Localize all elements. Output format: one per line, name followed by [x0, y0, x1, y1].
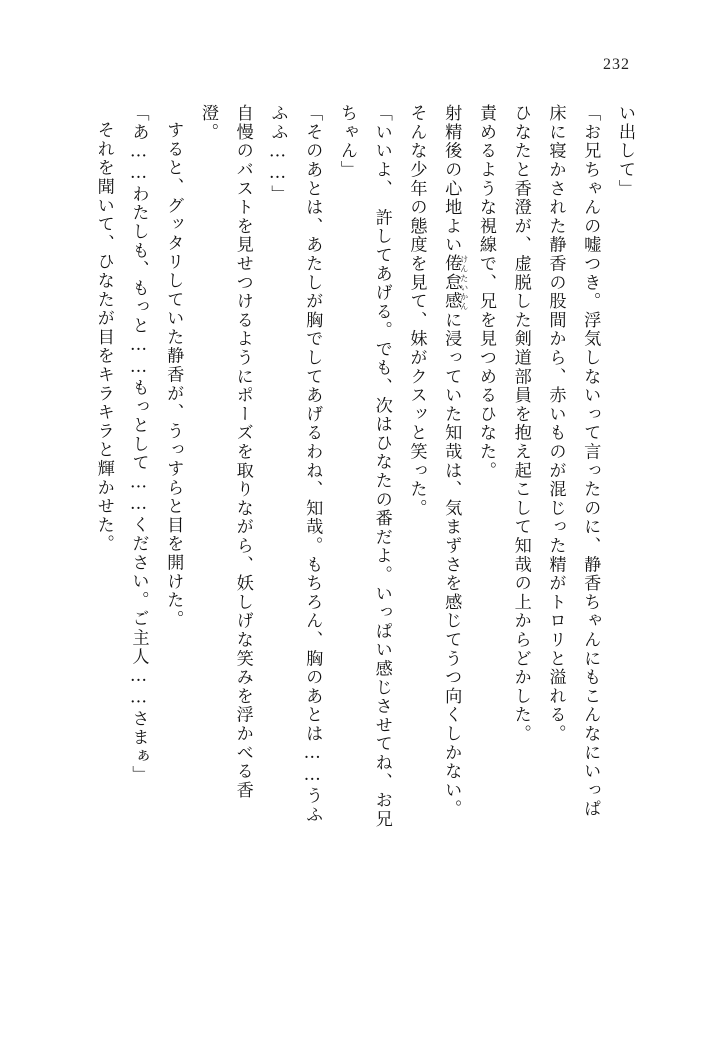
paragraph-with-ruby: 射精後の心地よい倦怠感けんたいかんに浸っていた知哉は、気まずさを感じてうつ向くしかない。 [441, 104, 469, 819]
paragraph: 責めるような視線で、兄を見つめるひなた。 [476, 104, 496, 480]
paragraph: 「お兄ちゃんの嘘つき。浮気しないって言ったのに、静香ちゃんにもこんなにいっぱ [580, 104, 601, 819]
paragraph: 「そのあとは、あたしが胸でしてあげるわね、知哉。もちろん、胸のあとは……うふ [302, 104, 323, 824]
vertical-text-body [62, 104, 642, 914]
paragraph: すると、グッタリしていた静香が、うっすらと目を開けた。 [163, 121, 184, 629]
page-number: 232 [603, 56, 630, 73]
paragraph: そんな少年の態度を見て、妹がクスッと笑った。 [406, 104, 427, 518]
paragraph: 「いいよ、 許してあげる。でも、次はひなたの番だよ。いっぱい感じさせてね、お兄 [371, 104, 392, 829]
paragraph: 澄。 [198, 104, 218, 142]
paragraph: ちゃん」 [337, 104, 357, 180]
paragraph: い出して」 [615, 104, 635, 198]
paragraph: それを聞いて、ひなたが目をキラキラと輝かせた。 [93, 121, 114, 554]
paragraph: 床に寝かされた静香の股間から、赤いものが混じった精がトロリと溢れる。 [545, 104, 566, 744]
paragraph: 「あ……わたしも、もっと……もっとして……ください。ご主人……さまぁ」 [128, 104, 149, 785]
paragraph: ひなたと香澄が、虚脱した剣道部員を抱え起こして知哉の上からどかした。 [510, 104, 531, 744]
paragraph: 自慢のバストを見せつけるようにポーズを取りながら、妖しげな笑みを浮かべる香 [232, 104, 253, 800]
paragraph: ふふ……」 [267, 104, 288, 204]
